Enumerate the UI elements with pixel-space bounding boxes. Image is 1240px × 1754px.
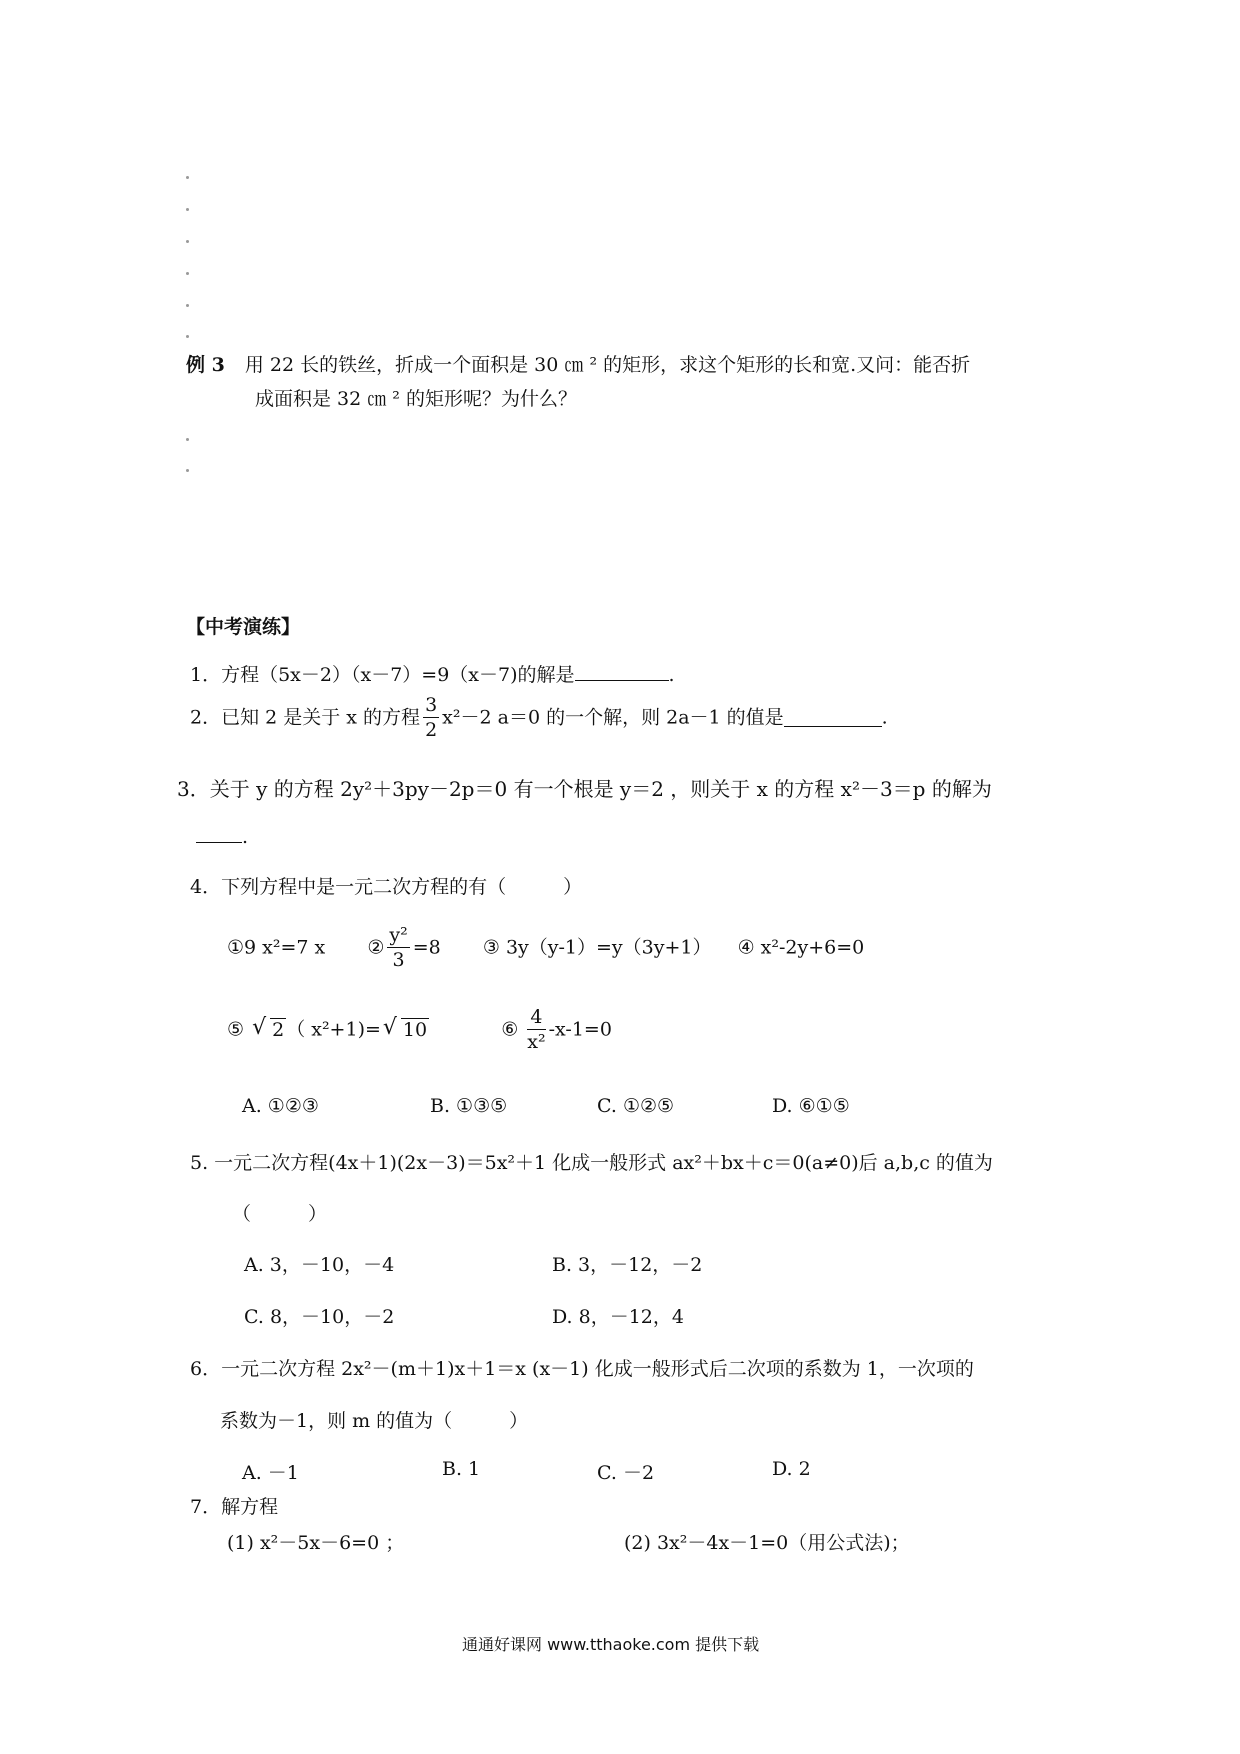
q4-item-1: ①9 x²=7 x [227, 936, 326, 959]
sqrt-2 [252, 1014, 286, 1041]
margin-dot [186, 272, 189, 275]
q4-item-6-label: ⑥ [501, 1018, 519, 1041]
q2-fraction-den: 2 [425, 719, 438, 741]
margin-dot [186, 304, 189, 307]
example-text-line2: 成面积是 32 ㎝ ² 的矩形呢？为什么？ [255, 388, 577, 410]
section-title: 【中考演练】 [186, 616, 301, 638]
question-2 [190, 696, 888, 740]
q4-item-2-label: ② [367, 936, 385, 959]
q5-option-c: C. 8，－10，－2 [244, 1306, 395, 1328]
q4-item-6-den: x² [527, 1031, 546, 1053]
answer-blank [784, 710, 882, 727]
q4-item-4: ④ x²-2y+6=0 [737, 936, 865, 959]
question-3-line1: 3．关于 y 的方程 2y²＋3py－2p＝0 有一个根是 y＝2 ，则关于 x 的方程 x²－3＝p 的解为 [177, 777, 992, 801]
question-5-stem: 5. 一元二次方程(4x＋1)(2x－3)＝5x²＋1 化成一般形式 ax²＋bx＋c＝0(a≠0)后 a,b,c 的值为 [190, 1152, 993, 1174]
q7-part-2: (2) 3x²－4x－1=0（用公式法)； [624, 1532, 910, 1554]
q4-item-5-label: ⑤ [227, 1018, 245, 1041]
q2-fraction-num: 3 [425, 694, 438, 716]
sqrt-2-radicand: 2 [272, 1018, 285, 1041]
answer-blank [575, 664, 669, 681]
q4-item-5-mid: （ x²+1)= [286, 1018, 381, 1041]
q4-option-d: D. ⑥①⑤ [772, 1095, 850, 1117]
q4-item-2-den: 3 [392, 949, 405, 971]
sqrt-10 [382, 1014, 429, 1041]
sqrt-sign-icon: √ [382, 1014, 397, 1040]
q4-items-row2 [227, 1008, 612, 1052]
page-footer: 通通好课网 www.tthaoke.com 提供下载 [462, 1635, 760, 1654]
q4-option-b: B. ①③⑤ [430, 1095, 508, 1117]
q6-option-b: B. 1 [442, 1458, 481, 1480]
q4-item-6-num: 4 [527, 1008, 545, 1030]
example-3 [186, 350, 970, 377]
q2-pre: 2．已知 2 是关于 x 的方程 [190, 706, 421, 729]
q4-item-6-fraction [527, 1008, 545, 1052]
margin-dot [186, 469, 189, 472]
q4-item-6-post: -x-1=0 [548, 1018, 612, 1041]
q6-option-c: C. －2 [597, 1462, 655, 1484]
q4-item-2-num: y² [389, 924, 408, 946]
q5-option-d: D. 8，－12，4 [552, 1306, 684, 1328]
sqrt-sign-icon: √ [252, 1014, 267, 1040]
question-4-stem: 4．下列方程中是一元二次方程的有（ ） [190, 876, 583, 898]
q4-items-row1 [227, 926, 864, 970]
q2-post: x²－2 a＝0 的一个解，则 2a－1 的值是 [442, 706, 784, 729]
q3-end: . [242, 826, 249, 848]
margin-dot [186, 208, 189, 211]
question-3-line2 [196, 826, 248, 848]
example-label: 例 3 [186, 354, 225, 376]
q4-item-2-post: =8 [412, 936, 441, 959]
q4-item-3: ③ 3y（y-1）=y（3y+1） [482, 936, 712, 959]
question-6-line2: 系数为－1，则 m 的值为（ ） [220, 1410, 529, 1432]
q6-option-d: D. 2 [772, 1458, 811, 1480]
q4-option-c: C. ①②⑤ [597, 1095, 675, 1117]
question-7-stem: 7．解方程 [190, 1496, 279, 1518]
question-5-paren: （ ） [232, 1203, 328, 1225]
margin-dot [186, 176, 189, 179]
q2-fraction [423, 696, 439, 740]
margin-dot [186, 438, 189, 441]
q1-end: . [668, 664, 675, 686]
q5-option-b: B. 3，－12，－2 [552, 1254, 703, 1276]
sqrt-10-radicand: 10 [402, 1018, 428, 1041]
question-6-line1: 6．一元二次方程 2x²－(m＋1)x＋1＝x (x－1) 化成一般形式后二次项的系数为 1，一次项的 [190, 1358, 974, 1380]
margin-dot [186, 335, 189, 338]
example-text-line1: 用 22 长的铁丝，折成一个面积是 30 ㎝ ² 的矩形，求这个矩形的长和宽.又问：能否折 [244, 354, 971, 376]
q6-option-a: A. －1 [242, 1462, 299, 1484]
q2-end: . [881, 706, 888, 729]
q1-text: 1．方程（5x－2）（x－7）=9（x－7)的解是 [190, 664, 575, 686]
question-1 [190, 660, 675, 687]
q7-part-1: (1) x²－5x－6=0 ； [227, 1532, 405, 1554]
margin-dot [186, 240, 189, 243]
q4-option-a: A. ①②③ [242, 1095, 319, 1117]
q4-item-2-fraction [387, 926, 409, 970]
q5-option-a: A. 3，－10，－4 [244, 1254, 395, 1276]
answer-blank [196, 826, 242, 843]
